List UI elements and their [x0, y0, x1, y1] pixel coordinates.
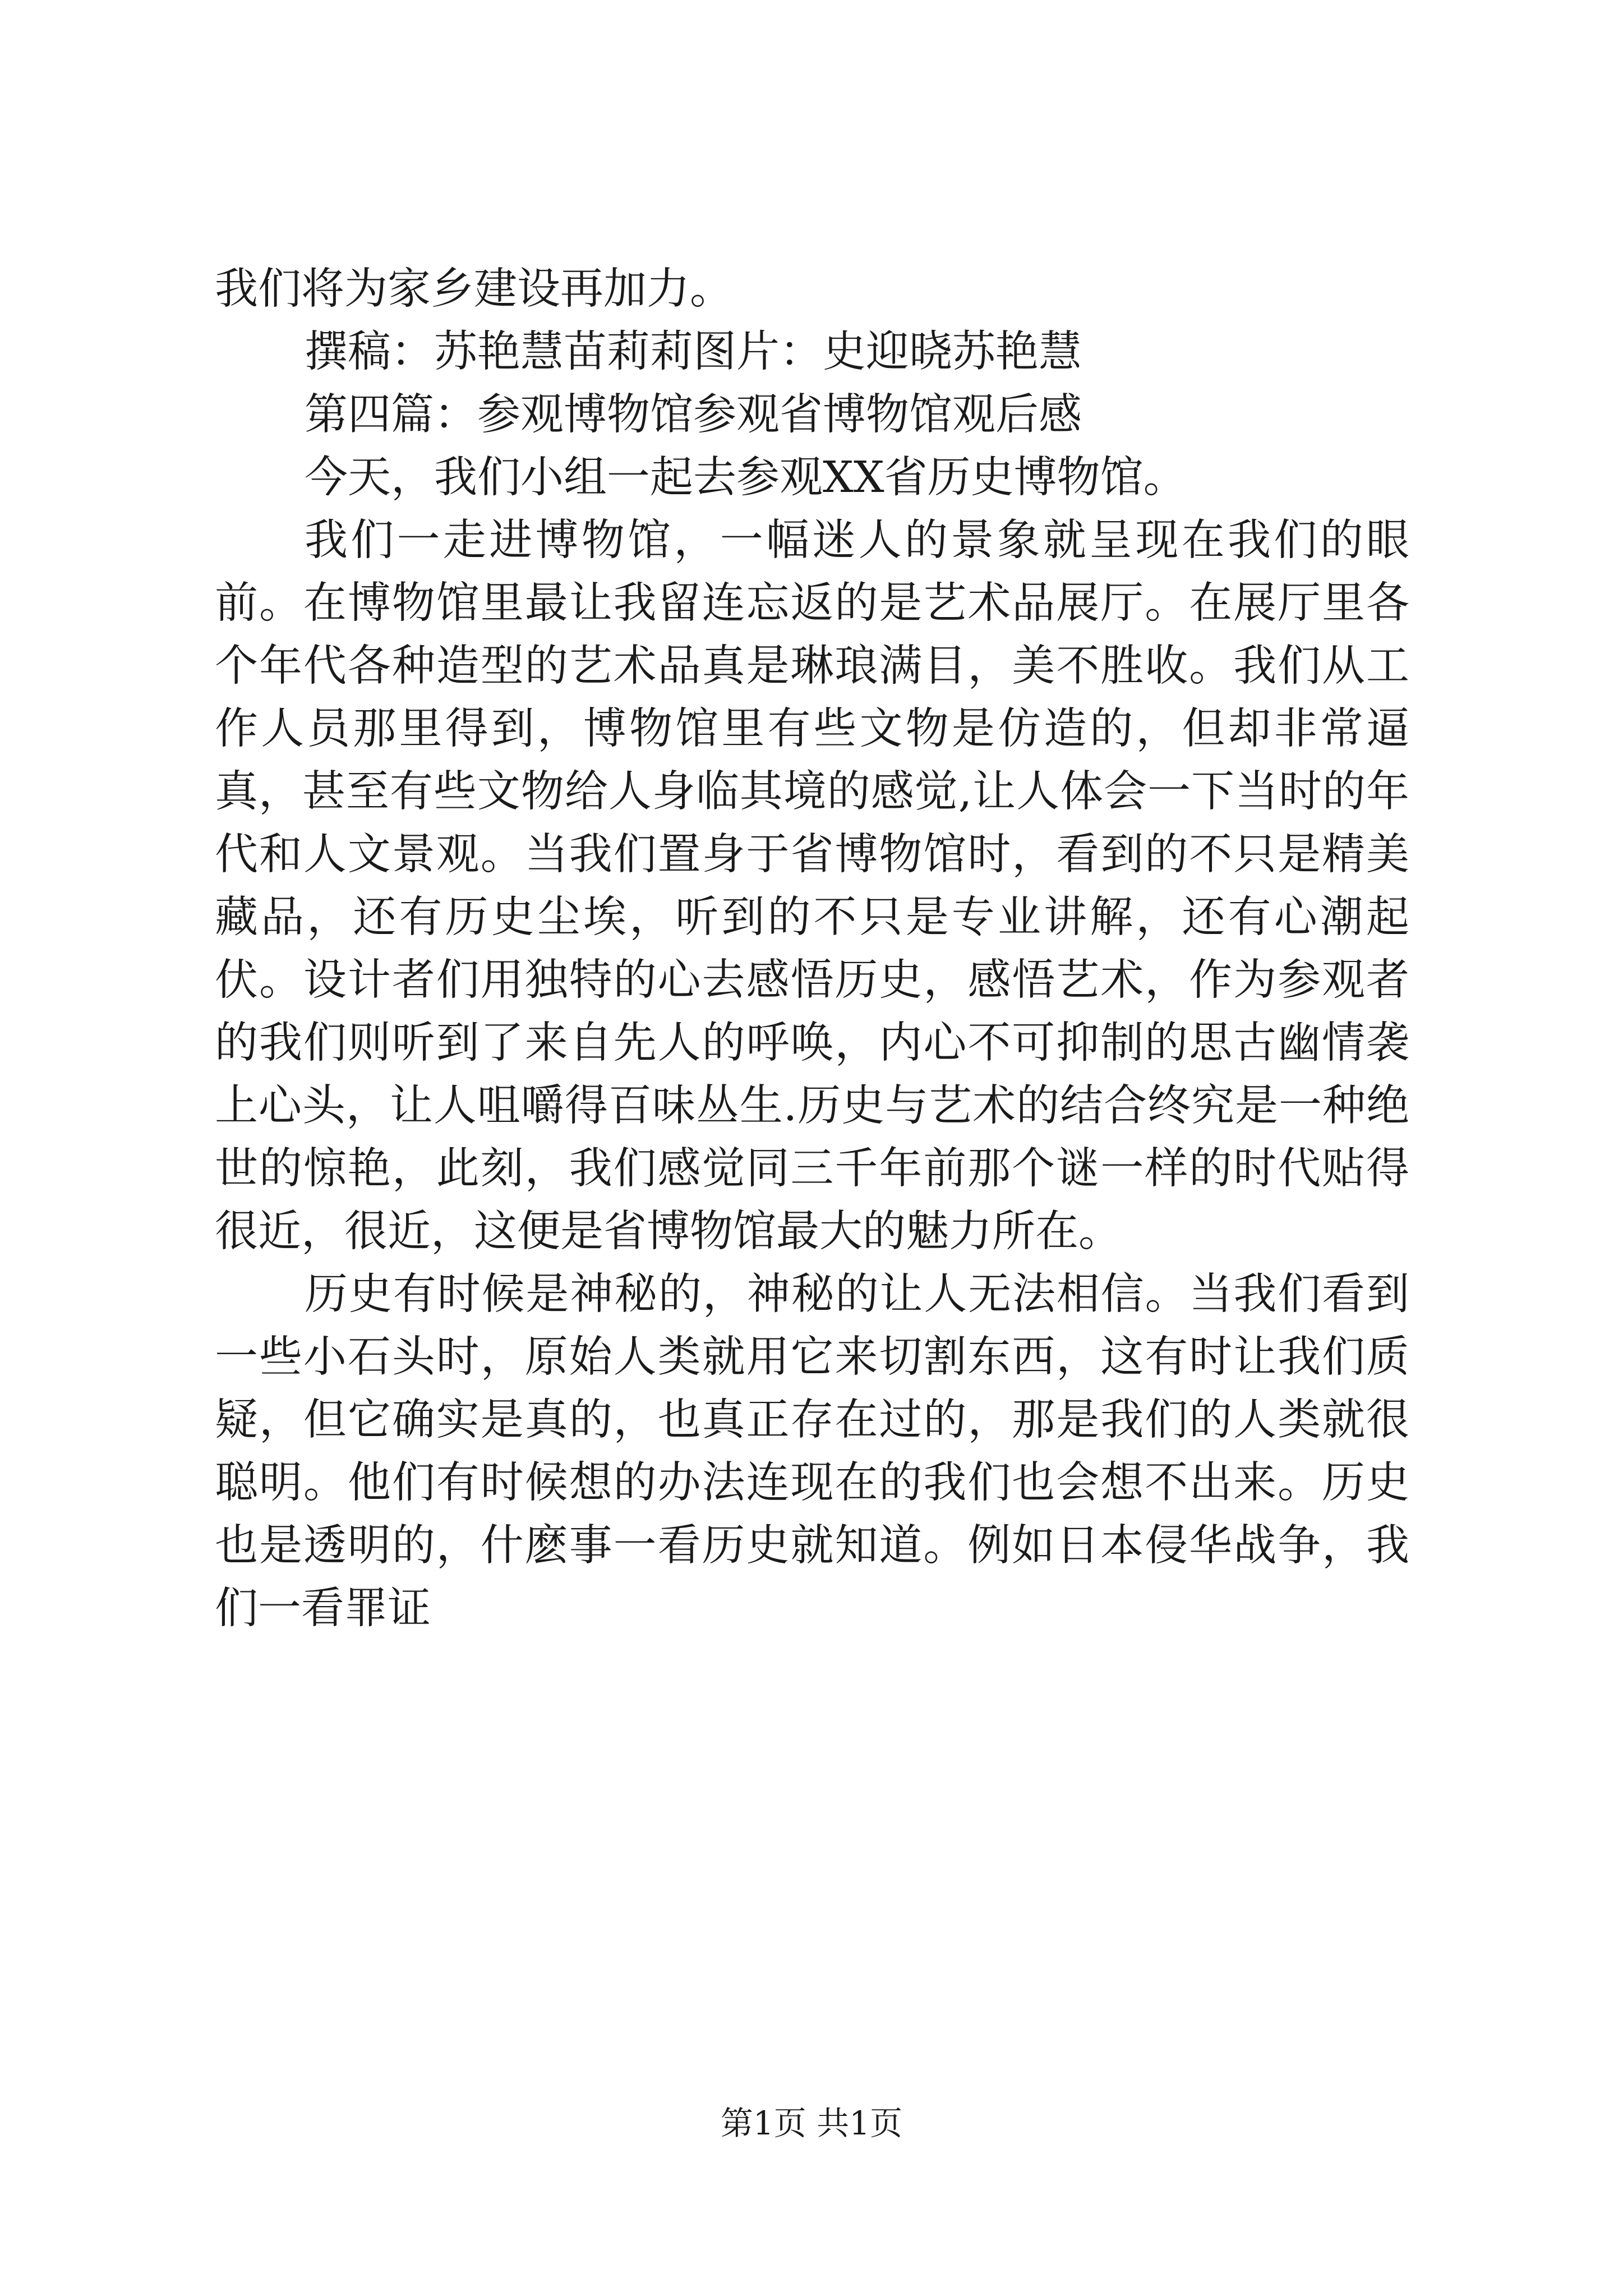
- paragraph-intro: 今天，我们小组一起去参观XX省历史博物馆。: [305, 453, 1187, 503]
- paragraph-section-heading: 第四篇：参观博物馆参观省博物馆观后感: [305, 390, 1082, 440]
- paragraph-byline: 撰稿：苏艳慧苗莉莉图片：史迎晓苏艳慧: [305, 327, 1082, 377]
- paragraph-history-reflection: 历史有时候是神秘的，神秘的让人无法相信。当我们看到一些小石头时，原始人类就用它来切割东西，这有时让我们质疑，但它确实是真的，也真正存在过的，那是我们的人类就很聪明。他们有时候想的办法连现在的我们也会想不出来。历史也是透明的，什麽事一看历史就知道。例如日本侵华战争，我们一看罪证: [215, 1269, 1409, 1634]
- paragraph-closing-line: 我们将为家乡建设再加力。: [215, 264, 733, 314]
- page-footer: 第1页 共1页: [720, 2104, 903, 2142]
- document-body: [215, 258, 1409, 1640]
- paragraph-museum-visit: 我们一走进博物馆，一幅迷人的景象就呈现在我们的眼前。在博物馆里最让我留连忘返的是艺术品展厅。在展厅里各个年代各种造型的艺术品真是琳琅满目，美不胜收。我们从工作人员那里得到，博物馆里有些文物是仿造的，但却非常逼真，甚至有些文物给人身临其境的感觉,让人体会一下当时的年代和人文景观。当我们置身于省博物馆时，看到的不只是精美藏品，还有历史尘埃，听到的不只是专业讲解，还有心潮起伏。设计者们用独特的心去感悟历史，感悟艺术，作为参观者的我们则听到了来自先人的呼唤，内心不可抑制的思古幽情袭上心头，让人咀嚼得百味丛生.历史与艺术的结合终究是一种绝世的惊艳，此刻，我们感觉同三千年前那个谜一样的时代贴得很近，很近，这便是省博物馆最大的魅力所在。: [215, 516, 1409, 1257]
